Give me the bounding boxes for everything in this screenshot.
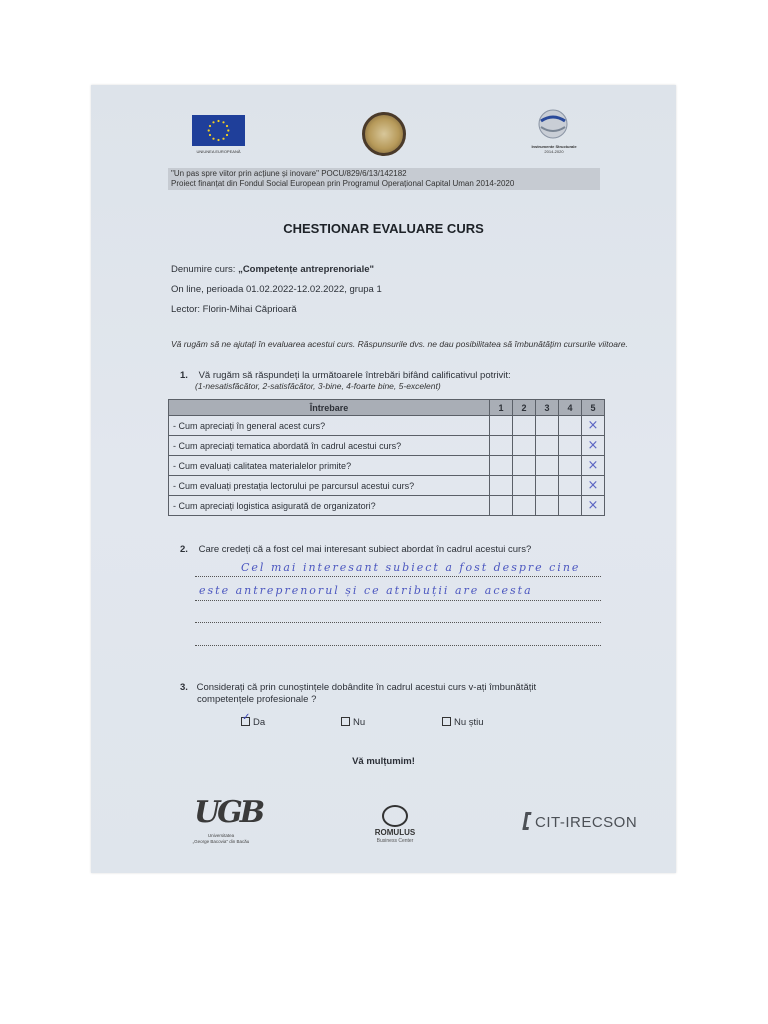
rating-cell[interactable]	[536, 476, 559, 496]
rating-cell[interactable]	[513, 496, 536, 516]
rating-cell[interactable]	[513, 436, 536, 456]
header-score-3: 3	[536, 400, 559, 416]
option-nu[interactable]	[341, 717, 365, 728]
option-nu-label: Nu	[353, 717, 366, 728]
course-lector: Lector: Florin-Mihai Căprioară	[171, 304, 297, 315]
rating-cell[interactable]	[513, 416, 536, 436]
eu-caption: UNIUNEA EUROPEANĂ	[196, 149, 241, 154]
option-nu-stiu[interactable]	[442, 717, 484, 728]
rating-cell[interactable]	[536, 456, 559, 476]
answer-line-1	[195, 575, 601, 577]
q1-hint: (1-nesatisfăcător, 2-satisfăcător, 3-bine, 4-foarte bine, 5-excelent)	[195, 381, 441, 391]
rating-cell[interactable]	[536, 496, 559, 516]
rating-cell[interactable]	[559, 456, 582, 476]
page-title: CHESTIONAR EVALUARE CURS	[283, 221, 484, 236]
banner-line1: "Un pas spre viitor prin acțiune și inovare" POCU/829/6/13/142182	[171, 169, 407, 178]
romulus-subtitle: Business Center	[376, 838, 414, 844]
table-row	[169, 456, 605, 476]
q1-heading	[180, 370, 511, 381]
banner-line2: Proiect finanțat din Fondul Social European prin Programul Operațional Capital Uman 2014-2020	[171, 179, 515, 188]
rating-cell[interactable]	[536, 416, 559, 436]
header-score-2: 2	[513, 400, 536, 416]
cit-irecson-logo	[522, 812, 531, 830]
answer-line-2	[195, 599, 601, 601]
questionnaire-sheet	[91, 85, 676, 873]
rating-mark: ×	[587, 478, 599, 493]
q2-number: 2.	[180, 544, 188, 555]
option-da[interactable]	[241, 712, 266, 728]
option-da-label: Da	[253, 717, 266, 728]
structural-instruments-icon	[536, 107, 570, 141]
rating-cell[interactable]	[490, 456, 513, 476]
structural-instruments-caption	[519, 144, 589, 154]
row-question: - Cum evaluați calitatea materialelor primite?	[169, 456, 490, 476]
header-score-5: 5	[582, 400, 605, 416]
table-row	[169, 416, 605, 436]
checkbox-nu-stiu[interactable]	[442, 717, 451, 726]
header-question: Întrebare	[169, 400, 490, 416]
rating-cell[interactable]	[490, 436, 513, 456]
row-question: - Cum evaluați prestația lectorului pe parcursul acestui curs?	[169, 476, 490, 496]
rating-mark: ×	[587, 458, 599, 473]
rating-cell[interactable]	[582, 456, 605, 476]
answer-line-4	[195, 644, 601, 646]
rating-cell[interactable]	[513, 456, 536, 476]
q3-text-line2: competențele profesionale ?	[197, 694, 317, 705]
checkbox-da[interactable]	[241, 712, 251, 726]
rating-cell[interactable]	[513, 476, 536, 496]
intro-text: Vă rugăm să ne ajutați în evaluarea acestui curs. Răspunsurile dvs. ne dau posibilitatea să îmbunătățim cursurile viitoare.	[171, 339, 628, 349]
table-row	[169, 496, 605, 516]
rating-mark: ×	[587, 418, 599, 433]
q2-text: Care credeți că a fost cel mai interesant subiect abordat în cadrul acestui curs?	[198, 544, 532, 555]
romulus-logo	[382, 805, 408, 827]
q2-heading	[180, 544, 531, 555]
government-seal-icon	[362, 112, 406, 156]
rating-cell[interactable]	[559, 416, 582, 436]
rating-mark: ×	[587, 498, 599, 513]
course-period: On line, perioada 01.02.2022-12.02.2022, grupa 1	[171, 284, 382, 295]
q1-text: Vă rugăm să răspundeți la următoarele întrebări bifând calificativul potrivit:	[198, 370, 511, 381]
ugb-caption-line1: Universitatea	[207, 833, 235, 838]
rating-table-header	[169, 400, 605, 416]
q3-heading	[180, 682, 610, 706]
row-question: - Cum apreciați tematica abordată în cadrul acestui curs?	[169, 436, 490, 456]
rating-cell[interactable]	[582, 476, 605, 496]
rating-cell[interactable]	[490, 416, 513, 436]
checkbox-nu[interactable]	[341, 717, 350, 726]
q3-text-line1: Considerați că prin cunoștințele dobândite în cadrul acestui curs v-ați îmbunătățit	[196, 682, 537, 693]
rating-cell[interactable]	[559, 476, 582, 496]
ugb-caption-line2: „George Bacovia" din Bacău	[192, 839, 250, 844]
thanks-text: Vă mulțumim!	[352, 756, 415, 767]
project-banner-text	[171, 169, 601, 189]
option-nu-stiu-label: Nu știu	[454, 717, 484, 728]
ugb-logo: UGB	[194, 795, 263, 830]
rating-cell[interactable]	[582, 436, 605, 456]
ugb-caption	[181, 833, 261, 845]
eu-flag-icon	[192, 115, 245, 146]
q3-number: 3.	[180, 682, 188, 693]
cit-irecson-name: CIT-IRECSON	[535, 814, 638, 831]
q2-answer-line2[interactable]: este antreprenorul și ce atribuții are acesta	[199, 584, 533, 597]
romulus-name: ROMULUS	[374, 828, 416, 837]
row-question: - Cum apreciați logistica asigurată de organizatori?	[169, 496, 490, 516]
answer-line-3	[195, 621, 601, 623]
rating-cell[interactable]	[582, 496, 605, 516]
is-caption-line1: Instrumente Structurale	[531, 144, 577, 149]
q1-number: 1.	[180, 370, 188, 381]
course-name-value: „Competențe antreprenoriale"	[238, 264, 375, 275]
rating-cell[interactable]	[559, 436, 582, 456]
header-score-1: 1	[490, 400, 513, 416]
rating-cell[interactable]	[559, 496, 582, 516]
is-caption-line2: 2014-2020	[544, 149, 564, 154]
rating-cell[interactable]	[490, 476, 513, 496]
check-mark: ✓	[242, 712, 251, 723]
rating-cell[interactable]	[490, 496, 513, 516]
course-name-prefix: Denumire curs:	[171, 264, 239, 275]
rating-mark: ×	[587, 438, 599, 453]
course-name	[171, 264, 374, 275]
rating-table	[168, 399, 605, 516]
rating-cell[interactable]	[582, 416, 605, 436]
table-row	[169, 476, 605, 496]
rating-cell[interactable]	[536, 436, 559, 456]
table-row	[169, 436, 605, 456]
header-score-4: 4	[559, 400, 582, 416]
row-question: - Cum apreciați în general acest curs?	[169, 416, 490, 436]
q2-answer-line1[interactable]: Cel mai interesant subiect a fost despre cine	[241, 561, 581, 574]
